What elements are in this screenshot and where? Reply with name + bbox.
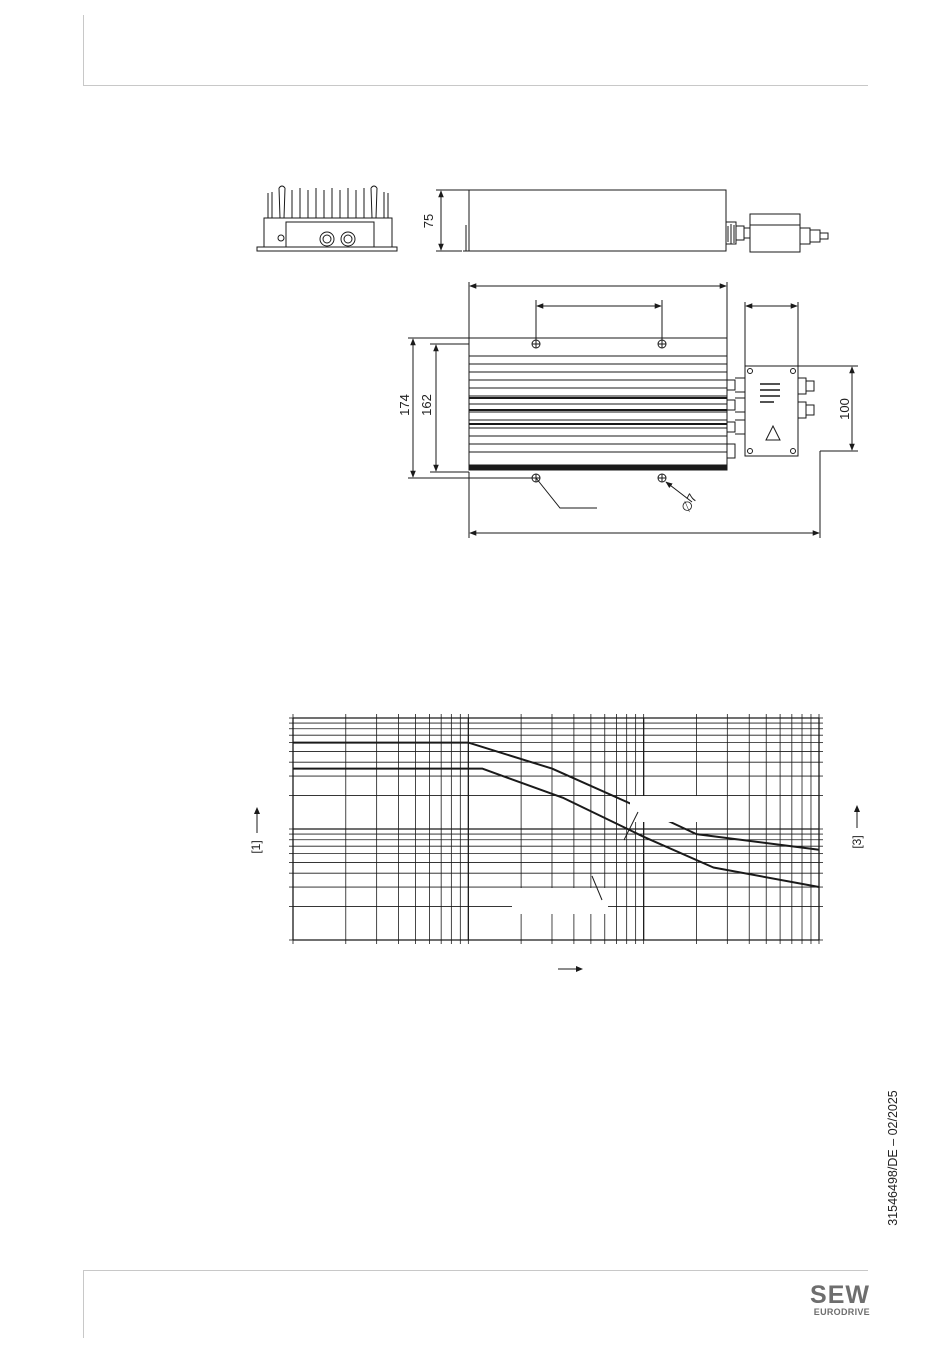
y-left-label [249,807,263,854]
y-right-label-text: [3] [850,835,864,849]
series-line-2 [293,769,819,887]
side-view [436,190,828,252]
x-axis-arrow [558,966,583,972]
dim-width-174: 174 [397,394,412,416]
y-left-label-text: [1] [249,840,263,854]
doc-code: 31546498/DE – 02/2025 [886,1090,900,1226]
top-view [408,282,858,538]
dim-box-100: 100 [837,398,852,420]
footer-left-rule [83,1270,84,1338]
derating-chart [240,700,880,990]
logo-sew: SEW [810,1281,870,1309]
sew-logo [796,1283,870,1317]
dim-hole-diameter: ∅7 [678,491,701,515]
chart-series [293,743,819,887]
footer-rule [83,1270,868,1271]
label-box-upper [630,796,726,822]
dimension-drawing [0,0,950,560]
y-right-label [850,805,864,849]
logo-eurodrive: EURODRIVE [813,1307,870,1317]
dim-height-75: 75 [421,213,436,229]
doc-code-box [873,1073,913,1243]
label-box-lower [512,888,608,914]
dim-width-162: 162 [419,394,434,416]
front-view [257,186,397,251]
